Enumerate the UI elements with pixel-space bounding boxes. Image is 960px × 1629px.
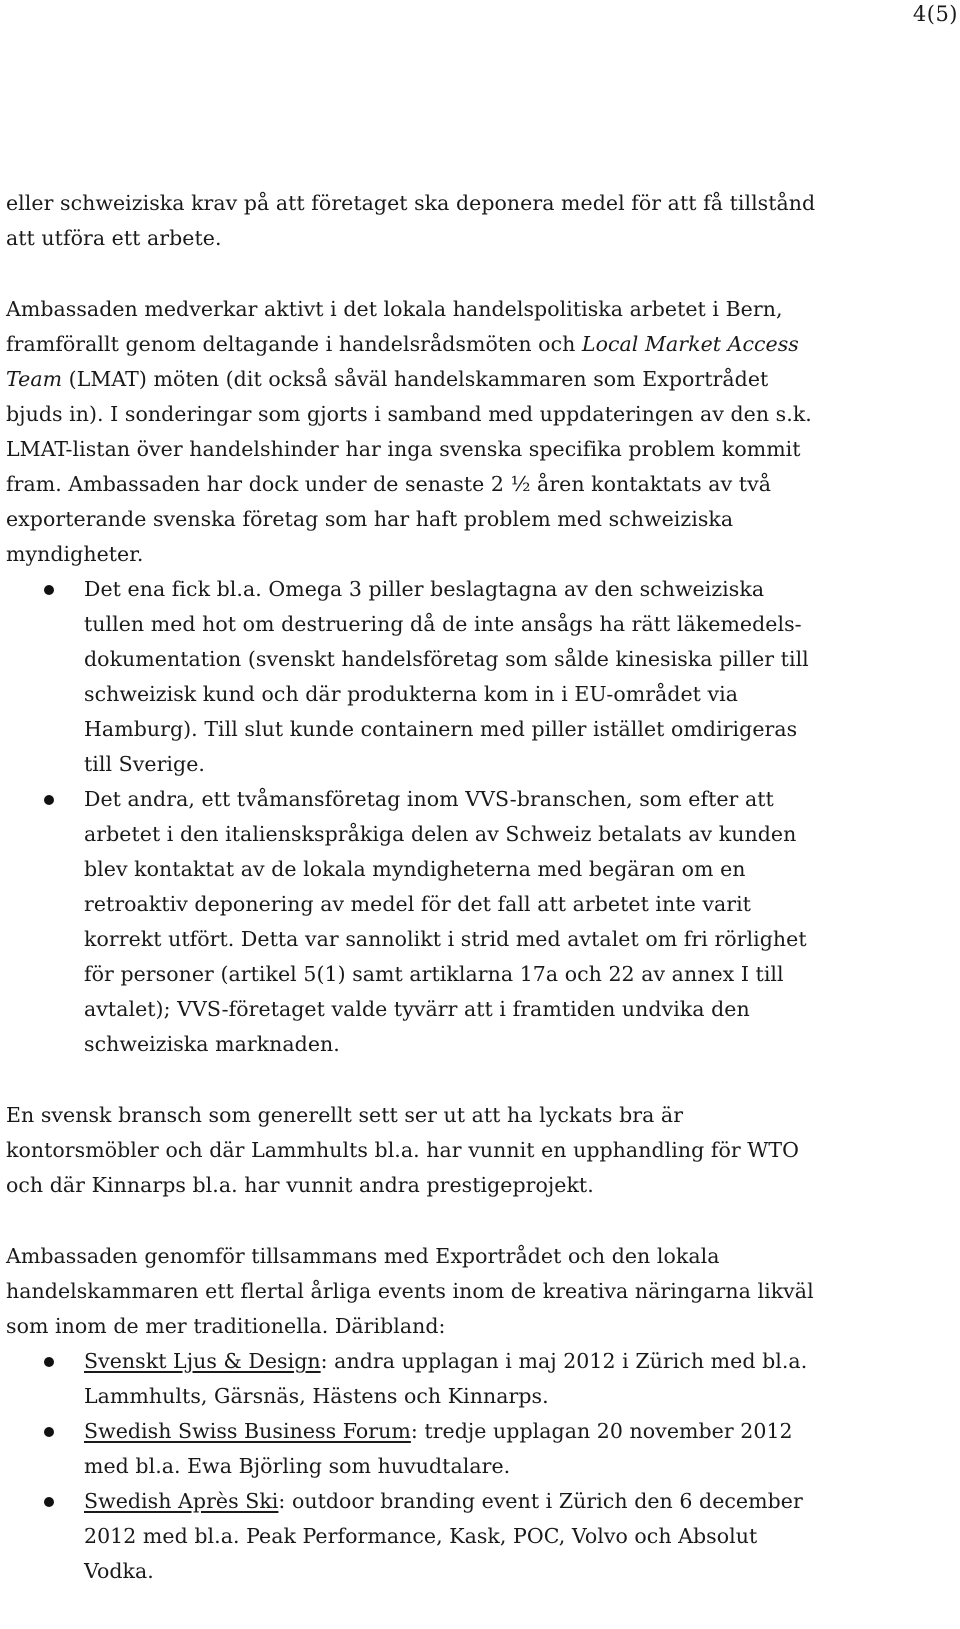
list-item-event-apres-ski	[6, 1484, 821, 1589]
list-item-case-omega3	[6, 572, 821, 782]
bullet-icon	[44, 795, 54, 805]
event-link-business-forum[interactable]: Swedish Swiss Business Forum	[84, 1419, 411, 1443]
paragraph-gap	[6, 1062, 821, 1098]
list-item-text: Det ena fick bl.a. Omega 3 piller beslagtagna av den schweiziska tullen med hot om destruering då de inte ansågs ha rätt läkemedels-dokumentation (svenskt handelsföretag som sålde kinesiska piller till schweizisk kund och där produkterna kom in i EU-området via Hamburg). Till slut kunde containern med piller istället omdirigeras till Sverige.	[84, 577, 809, 776]
events-list	[6, 1344, 821, 1589]
paragraph-trade-policy-part2: (LMAT) möten (dit också såväl handelskammaren som Exportrådet bjuds in). I sonderingar som gjorts i samband med uppdateringen av den s.k. LMAT-listan över handelshinder har inga svenska specifika problem kommit fram. Ambassaden har dock under de senaste 2 ½ åren kontaktats av två exporterande svenska företag som har haft problem med schweiziska myndigheter.	[6, 367, 812, 566]
document-body	[6, 186, 821, 1589]
company-cases-list	[6, 572, 821, 1062]
event-description: : tredje upplagan 20 november 2012 med bl.a. Ewa Björling som huvudtalare.	[84, 1419, 793, 1478]
paragraph-deposit-requirement: eller schweiziska krav på att företaget ska deponera medel för att få tillstånd att utföra ett arbete.	[6, 191, 816, 250]
paragraph-trade-policy	[6, 292, 821, 572]
list-item-event-ljus-design	[6, 1344, 821, 1414]
list-item-event-business-forum	[6, 1414, 821, 1484]
bullet-icon	[44, 1357, 54, 1367]
paragraph-office-furniture: En svensk bransch som generellt sett ser ut att ha lyckats bra är kontorsmöbler och där Lammhults bl.a. har vunnit en upphandling för WTO och där Kinnarps bl.a. har vunnit andra prestigeprojekt.	[6, 1103, 799, 1197]
paragraph-gap	[6, 1203, 821, 1239]
paragraph-trade-policy-part1: Ambassaden medverkar aktivt i det lokala handelspolitiska arbetet i Bern, framförallt genom deltagande i handelsrådsmöten och	[6, 297, 783, 356]
bullet-icon	[44, 1427, 54, 1437]
event-description: : outdoor branding event i Zürich den 6 december 2012 med bl.a. Peak Performance, Kask, POC, Volvo och Absolut Vodka.	[84, 1489, 803, 1583]
page-number: 4(5)	[912, 2, 958, 26]
bullet-icon	[44, 1497, 54, 1507]
event-link-apres-ski[interactable]: Swedish Après Ski	[84, 1489, 279, 1513]
bullet-icon	[44, 585, 54, 595]
paragraph-events-intro: Ambassaden genomför tillsammans med Exportrådet och den lokala handelskammaren ett flertal årliga events inom de kreativa näringarna likväl som inom de mer traditionella. Däribland:	[6, 1244, 814, 1338]
list-item-case-vvs	[6, 782, 821, 1062]
list-item-text: Det andra, ett tvåmansföretag inom VVS-branschen, som efter att arbetet i den italienskspråkiga delen av Schweiz betalats av kunden blev kontaktat av de lokala myndigheterna med begäran om en retroaktiv deponering av medel för det fall att arbetet inte varit korrekt utfört. Detta var sannolikt i strid med avtalet om fri rörlighet för personer (artikel 5(1) samt artiklarna 17a och 22 av annex I till avtalet); VVS-företaget valde tyvärr att i framtiden undvika den schweiziska marknaden.	[84, 787, 807, 1056]
event-link-ljus-design[interactable]: Svenskt Ljus & Design	[84, 1349, 321, 1373]
event-description: : andra upplagan i maj 2012 i Zürich med bl.a. Lammhults, Gärsnäs, Hästens och Kinnarps.	[84, 1349, 808, 1408]
paragraph-gap	[6, 256, 821, 292]
lmat-italic-term: Local Market Access Team	[6, 332, 799, 391]
